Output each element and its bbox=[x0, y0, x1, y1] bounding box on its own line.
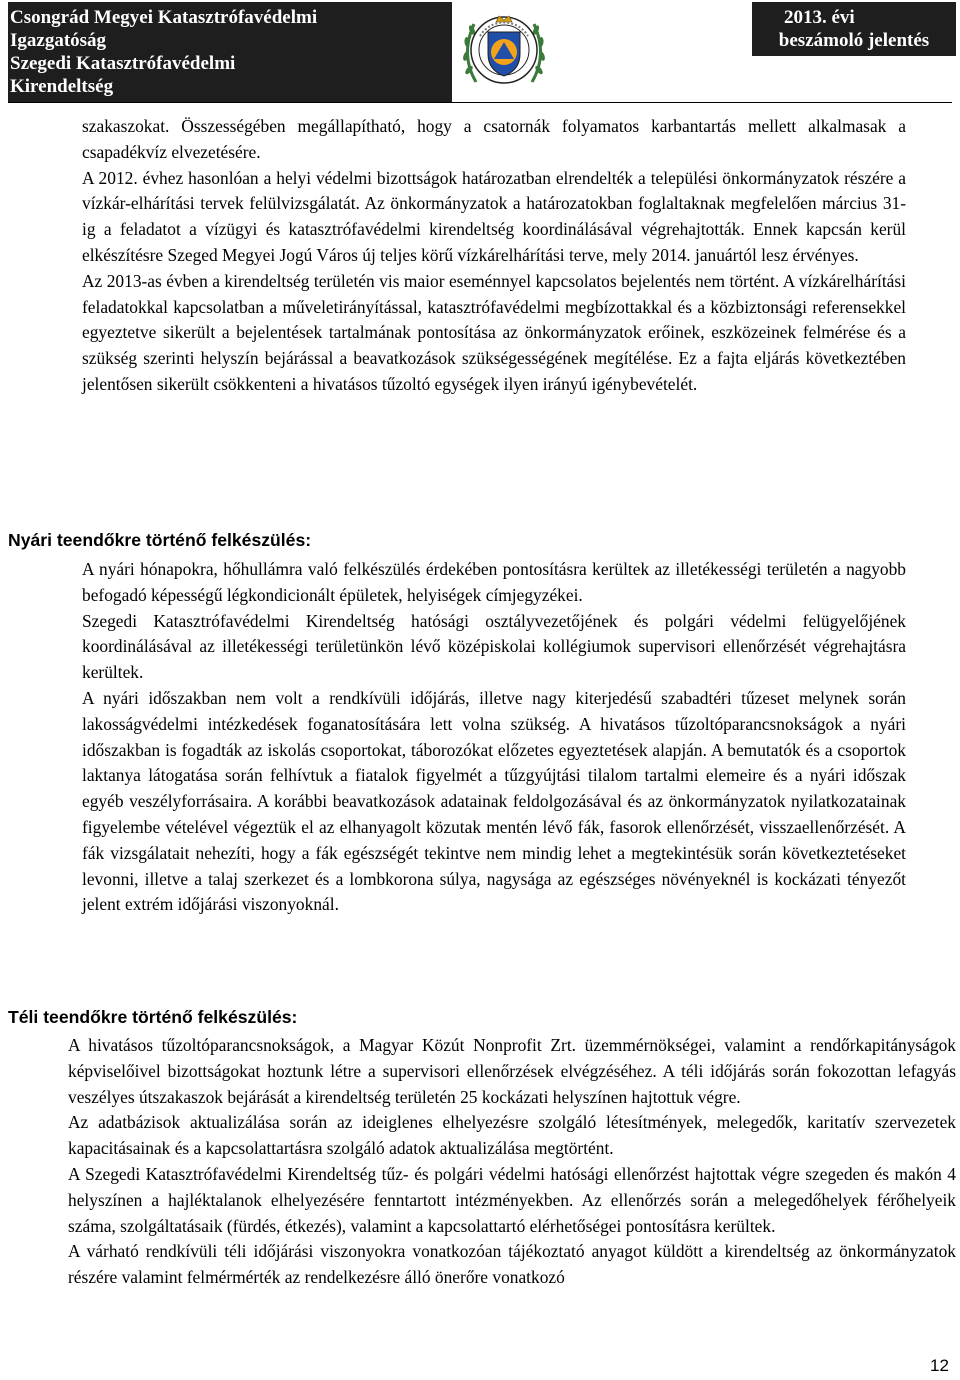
paragraph: Az adatbázisok aktualizálása során az ideiglenes elhelyezésre szolgáló létesítmények, melegedők, karitatív szervezetek kapacitásainak és a kapcsolattartásra szolgáló adatok aktualizálása megtörtént. bbox=[68, 1112, 956, 1159]
header-divider bbox=[8, 102, 952, 103]
page-number: 12 bbox=[930, 1356, 949, 1375]
header-organization bbox=[8, 2, 452, 102]
paragraph: Szegedi Katasztrófavédelmi Kirendeltség hatósági osztályvezetőjének és polgári védelmi felügyelőjének koordinálásával az illetékességi területünkön lévő középiskolai kollégiumok supervisori ellenőrzését végrehajtásra kerültek. bbox=[82, 610, 906, 683]
disaster-management-emblem-icon bbox=[454, 0, 554, 100]
section-title-winter: Téli teendőkre történő felkészülés: bbox=[8, 1007, 298, 1027]
intro-section bbox=[82, 114, 906, 398]
paragraph: A várható rendkívüli téli időjárási viszonyokra vonatkozóan tájékoztató anyagot küldött a kirendeltség az önkormányzatok részére valamint felmérmérték az rendelkezésre álló önerőre vonatkozó bbox=[68, 1241, 956, 1288]
header-org-line: Kirendeltség bbox=[10, 76, 114, 97]
header-org-line: Csongrád Megyei Katasztrófavédelmi bbox=[10, 7, 318, 28]
header-org-line: Igazgatóság bbox=[10, 30, 107, 51]
header-org-line: Szegedi Katasztrófavédelmi bbox=[10, 53, 236, 74]
paragraph: A nyári hónapokra, hőhullámra való felkészülés érdekében pontosításra kerültek az illetékességi területén a nagyobb befogadó képességű légkondicionált épületek, helyiségek címjegyzékei. bbox=[82, 559, 906, 605]
page-header bbox=[0, 0, 960, 102]
paragraph: szakaszokat. Összességében megállapítható, hogy a csatornák folyamatos karbantartás mellett alkalmasak a csapadékvíz elvezetésére. bbox=[82, 116, 906, 162]
winter-section bbox=[68, 1033, 956, 1291]
paragraph: A hivatásos tűzoltóparancsnokságok, a Magyar Közút Nonprofit Zrt. üzemmérnökségei, valamint a rendőrkapitányságok képviselőivel bizottságokat hoztunk létre a supervisori ellenőrzések elvégzéséhez. A téli időjárás során fokozottan lefagyás veszélyes útszakaszok bejárását a kirendeltség területén 25 kockázati helyszínen hajtottuk végre. bbox=[68, 1035, 956, 1107]
paragraph: A nyári időszakban nem volt a rendkívüli időjárás, illetve nagy kiterjedésű szabadtéri tűzeset melynek során lakosságvédelmi intézkedések foganatosítására lett volna szükség. A hivatásos tűzoltóparancsnokságok a nyári időszakban is fogadták az iskolás csoportokat, táborozókat előzetes egyeztetések alapján. A bemutatók és a csoportok laktanya látogatása során felhívtuk a fiatalok figyelmét a tűzgyújtási tilalom tartalmi elemeire és a nyári időszak egyéb veszélyforrásaira. A korábbi beavatkozások adatainak feldolgozásával és az önkormányzatok nyilatkozatainak figyelembe vételével végeztük el az elhanyagolt közutak mentén lévő fák, fasorok ellenőrzését, visszaellenőrzését. A fák vizsgálatait nehezíti, hogy a fák egészségét tekintve nem mindig lehet a megtekintésük során következtetéseket levonni, illetve a talaj szerkezet és a lombkorona súlya, nagysága az egészséges növényeknél is kockázati tényezőt jelent extrém időjárási viszonyoknál. bbox=[82, 687, 906, 915]
paragraph: Az 2013-as évben a kirendeltség területén vis maior eseménnyel kapcsolatos bejelentés nem történt. A vízkárelhárítási feladatokkal kapcsolatban a műveletirányítással, katasztrófavédelmi megbízottakkal és a közbiztonsági referensekkel egyeztetve sikerült a bejelentések tartalmának pontosítása az önkormányzatok erőinek, eszközeinek felmérése és a szükség szerinti helyszín bejárással a beavatkozások szükségességének megítélése. Ez a fajta eljárás következtében jelentősen sikerült csökkenteni a hivatásos tűzoltó egységek ilyen irányú igénybevételét. bbox=[82, 270, 906, 394]
header-report-title bbox=[752, 2, 956, 56]
paragraph: A 2012. évhez hasonlóan a helyi védelmi bizottságok határozatban elrendelték a települési önkormányzatok részére a vízkár-elhárítási tervek felülvizsgálatát. Az önkormányzatok a határozatokban foglaltaknak megfelelően március 31-ig a feladatot a vízügyi és katasztrófavédelmi kirendeltség koordinálásával végrehajtották. Ennek kapcsán kerül elkészítésre Szeged Megyei Jogú Város új teljes körű vízkárelhárítási terve, mely 2014. januártól lesz érvényes. bbox=[82, 167, 906, 265]
header-report-name: beszámoló jelentés bbox=[778, 30, 930, 51]
header-year: 2013. évi bbox=[784, 7, 855, 28]
summer-section bbox=[82, 557, 906, 918]
paragraph: A Szegedi Katasztrófavédelmi Kirendeltség tűz- és polgári védelmi hatósági ellenőrzést hajtottak végre szegeden és makón 4 helyszínen a hajléktalanok elhelyezésére fenntartott intézményekben. Az ellenőrzés során a melegedőhelyek férőhelyeik száma, szolgáltatásaik (fürdés, étkezés), valamint a kapcsolattartó elérhetőségei pontosításra kerültek. bbox=[68, 1163, 956, 1236]
section-title-summer: Nyári teendőkre történő felkészülés: bbox=[8, 530, 312, 550]
